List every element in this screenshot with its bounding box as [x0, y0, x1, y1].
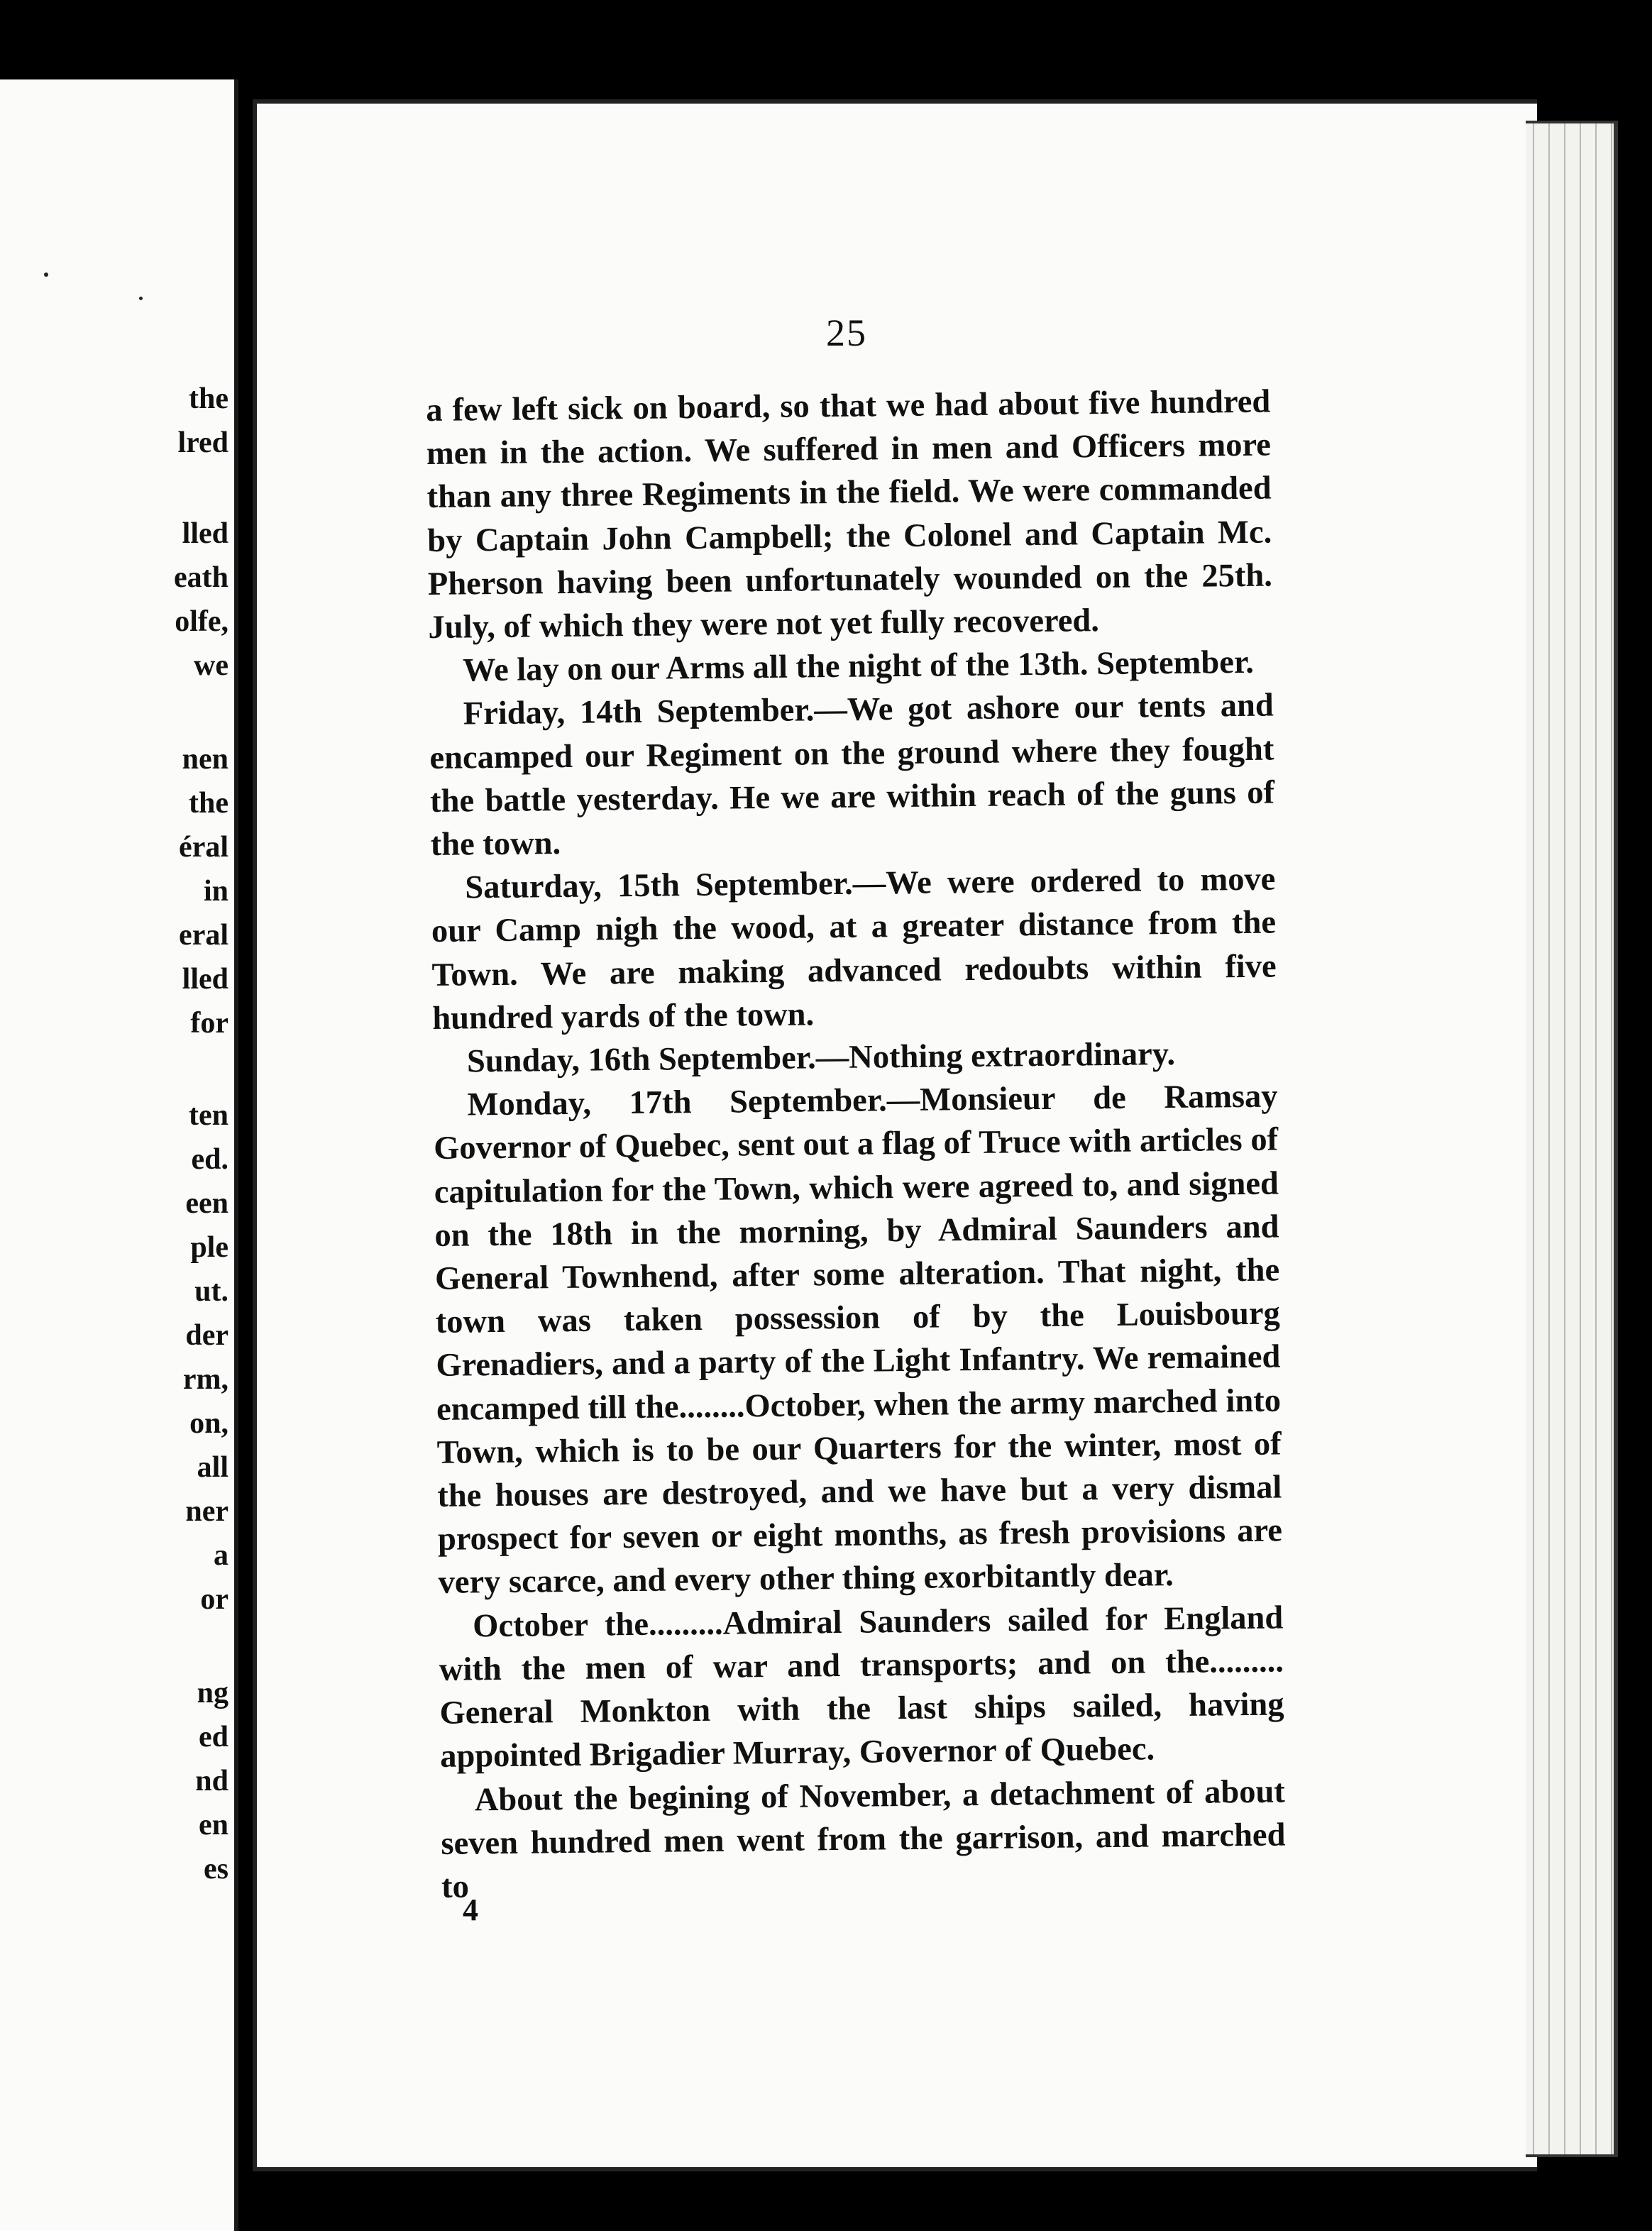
- left-page-fragment-text: on,: [189, 1407, 228, 1440]
- left-page-fragment-text: all: [197, 1451, 228, 1484]
- left-page-fragment-text: éral: [179, 831, 228, 864]
- page-edges: [1526, 121, 1618, 2157]
- left-page-fragment-text: lled: [182, 517, 228, 550]
- left-page-fragment-text: for: [190, 1007, 228, 1040]
- left-page-fragment-text: the: [189, 382, 228, 415]
- paragraph: We lay on our Arms all the night of the 13th. September.: [462, 644, 1255, 689]
- left-page-fragment-text: olfe,: [175, 605, 228, 638]
- left-page-fragment-text: a: [214, 1539, 228, 1572]
- paragraph: Saturday, 15th September.—We were ordered to move our Camp nigh the wood, at a greater distance from the Town. We are making advanced redoubts within five hundred yards of the town.: [431, 861, 1277, 1037]
- left-page-fragment-text: en: [199, 1809, 228, 1841]
- paragraph: Friday, 14th September.—We got ashore our tents and encamped our Regiment on the ground where they fought the battle yesterday. He we are within reach of the guns of the town.: [429, 687, 1275, 863]
- paragraph: a few left sick on board, so that we had about five hundred men in the action. We suffered in men and Officers more than any three Regiments in the field. We were commanded by Captain John Campbell; the Colonel and Captain Mc. Pherson having been unfortunately wounded on the 25th. July, of which they were not yet fully recovered.: [426, 383, 1273, 646]
- page-number: 25: [826, 312, 867, 354]
- left-page-fragment-text: ed.: [191, 1143, 228, 1176]
- left-page-fragment-text: ple: [190, 1231, 228, 1264]
- left-page-fragment-text: ng: [197, 1677, 228, 1709]
- left-page-fragment: [0, 79, 238, 2231]
- left-page-fragment-text: we: [194, 649, 228, 682]
- left-page-fragment-text: or: [200, 1583, 228, 1616]
- paragraph: About the begining of November, a detachment of about seven hundred men went from the garrison, and marched to: [441, 1773, 1286, 1905]
- left-page-fragment-text: ed: [199, 1721, 228, 1753]
- paragraph: Monday, 17th September.—Monsieur de Ramsay Governor of Quebec, sent out a flag of Truce with articles of capitulation for the Town, which were agreed to, and signed on the 18th in the morning, by Admiral Saunders and General Townhend, after some alteration. That night, the town was taken possession of by the Louisbourg Grenadiers, and a party of the Light Infantry. We remained encamped till the........October, when the army marched into Town, which is to be our Quarters for the winter, most of the houses are destroyed, and we have but a very dismal prospect for seven or eight months, as fresh provisions are very scarce, and every other thing exorbitantly dear.: [433, 1078, 1283, 1602]
- left-page-fragment-text: lled: [182, 963, 228, 996]
- left-page-fragment-text: nd: [195, 1765, 228, 1797]
- left-page-fragment-text: rm,: [182, 1363, 228, 1396]
- left-page-fragment-text: es: [204, 1853, 228, 1885]
- paragraph: Sunday, 16th September.—Nothing extraordinary.: [466, 1036, 1176, 1080]
- left-page-fragment-text: ten: [189, 1099, 228, 1132]
- ink-speck: [44, 272, 48, 277]
- page-text: [426, 380, 1286, 1909]
- paragraph: October the.........Admiral Saunders sailed for England with the men of war and transports; and on the......... General Monkton with the last ships sailed, having appointed Brigadier Murray, Governor of Quebec.: [439, 1599, 1284, 1775]
- left-page-fragment-text: ner: [185, 1495, 228, 1528]
- left-page-fragment-text: eral: [179, 919, 228, 952]
- left-page-fragment-text: ut.: [194, 1275, 228, 1308]
- left-page-fragment-text: in: [203, 875, 228, 908]
- left-page-fragment-text: nen: [182, 743, 228, 776]
- left-page-fragment-text: der: [185, 1319, 228, 1352]
- signature-mark: 4: [463, 1893, 478, 1927]
- left-page-fragment-text: the: [189, 787, 228, 820]
- left-page-fragment-text: een: [185, 1187, 228, 1220]
- left-page-fragment-text: lred: [177, 426, 228, 459]
- ink-speck: [139, 297, 143, 300]
- left-page-fragment-text: eath: [174, 561, 228, 594]
